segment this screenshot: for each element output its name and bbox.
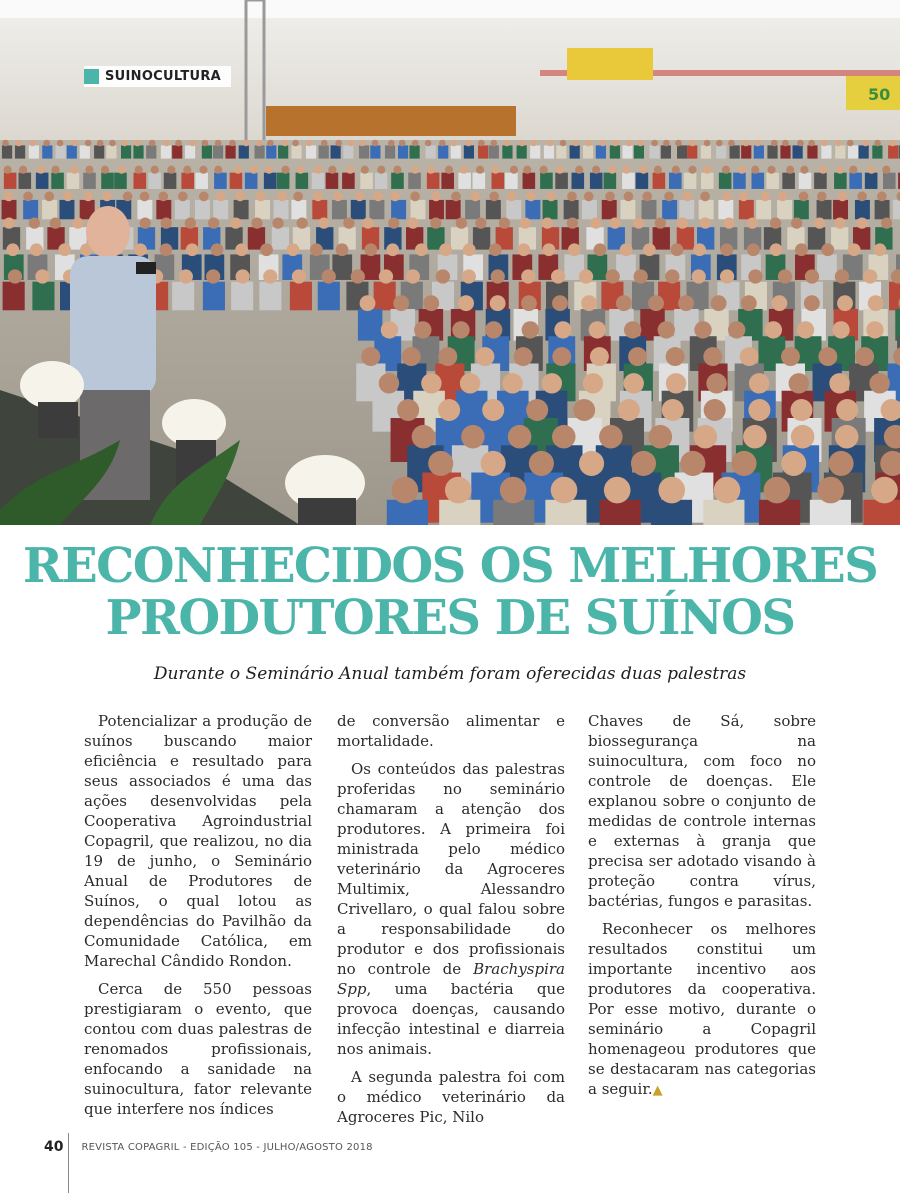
section-tag xyxy=(84,66,231,87)
article-subheadline: Durante o Seminário Anual também foram oferecidas duas palestras xyxy=(153,664,747,684)
article-column-1 xyxy=(84,711,312,1119)
paragraph xyxy=(337,759,565,1059)
paragraph: Potencializar a produção de suínos buscando maior eficiência e resultado para seus associados é uma das ações desenvolvidas pela Cooperativa Agroindustrial Copagril, que realizou, no dia 19 de junho, o Seminário Anual de Produtores de Suínos, o qual lotou as dependências do Pavilhão da Comunidade Católica, em Marechal Cândido Rondon. xyxy=(84,712,312,970)
page-footer xyxy=(44,1139,373,1155)
banner-yellow xyxy=(567,48,653,80)
end-of-article-icon: ▲ xyxy=(652,1083,663,1098)
section-tag-square xyxy=(84,69,99,84)
paragraph-text: , uma bactéria que provoca doenças, causando infecção intestinal e diarreia nos animais. xyxy=(337,980,565,1058)
species-name: Brachyspira Spp xyxy=(337,960,565,998)
banner-50-text: 50 xyxy=(868,85,891,104)
paragraph: Cerca de 550 pessoas prestigiaram o evento, que contou com duas palestras de renomados profissionais, enfocando a sanidade na suinocultura, fator relevante que interfere nos índices xyxy=(84,980,312,1118)
article-headline xyxy=(0,540,900,644)
section-tag-label: SUINOCULTURA xyxy=(105,69,222,84)
headline-line-1: RECONHECIDOS OS MELHORES xyxy=(22,538,878,594)
article-column-3 xyxy=(588,711,816,1101)
page-number: 40 xyxy=(44,1139,64,1155)
paragraph: de conversão alimentar e mortalidade. xyxy=(337,712,565,750)
event-photo xyxy=(0,0,900,525)
paragraph xyxy=(588,919,816,1101)
paragraph: A segunda palestra foi com o médico veterinário da Agroceres Pic, Nilo xyxy=(337,1068,565,1126)
paragraph-text: Os conteúdos das palestras proferidas no seminário chamaram a atenção dos produtores. A primeira foi ministrada pelo médico veterinário da Agroceres Multimix, Alessandro Crivellaro, o qual falou sobre a responsabilidade do produtor e dos profissionais no controle de xyxy=(337,760,565,978)
headline-line-2: PRODUTORES DE SUÍNOS xyxy=(105,590,795,646)
paragraph-text: Reconhecer os melhores resultados constitui um importante incentivo aos produtores da cooperativa. Por esse motivo, durante o seminário a Copagril homenageou produtores que se destacaram nas categorias a seguir. xyxy=(588,920,816,1098)
article-column-2 xyxy=(337,711,565,1127)
paragraph: Chaves de Sá, sobre biossegurança na suinocultura, com foco no controle de doenças. Ele explanou sobre o conjunto de medidas de controle internas e externas à granja que precisa ser adotado visando à proteção contra vírus, bactérias, fungos e parasitas. xyxy=(588,712,816,910)
publication-info: REVISTA COPAGRIL - EDIÇÃO 105 - JULHO/AGOSTO 2018 xyxy=(81,1141,373,1153)
footer-divider xyxy=(68,1133,69,1193)
